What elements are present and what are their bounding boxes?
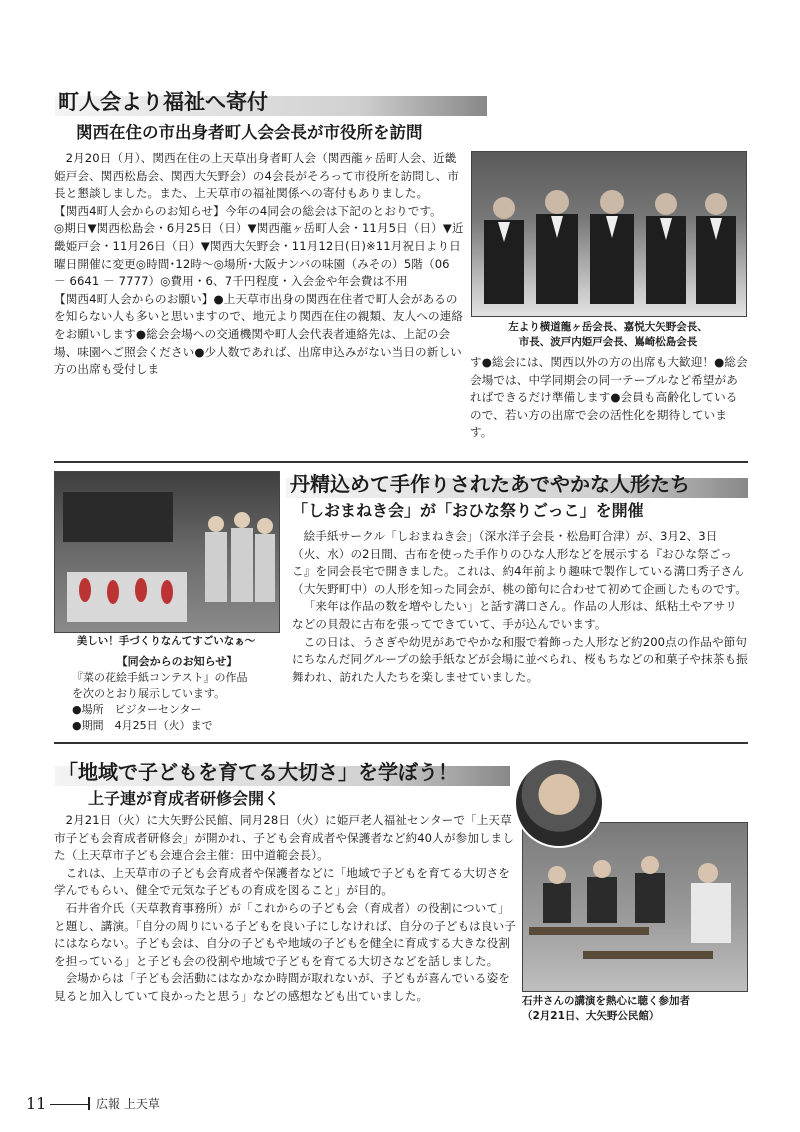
paragraph: 2月21日（火）に大矢野公民館、同月28日（火）に姫戸老人福祉センターで「上天草市子ども会育成者研修会」が開かれ、子ども会育成者や保護者など約40人が参加しました（上天草市子ども会連合会主催：田中道範会長）。 bbox=[54, 813, 515, 863]
paragraph: これは、上天草市の子ども会育成者や保護者などに「地域で子どもを育てる大切さを学んでもらい、健全で元気な子どもの育成を図ること」が目的。 bbox=[54, 865, 510, 898]
section3-body bbox=[54, 812, 520, 1006]
publication-name: 広報 上天草 bbox=[96, 1097, 160, 1111]
paragraph: 【関西4町人会からのお願い】●上天草市出身の関西在住者で町人会があるのを知らない人も多いと思いますので、地元より関西在住の親類、友人への連絡をお願いします●総会会場への交通機関や町人会代表者連絡先は、上記の会場、味園へご照会ください●少人数であれば、出席申込みがない当日の新しい方の出席も受付しま bbox=[54, 291, 464, 377]
section1-photo-caption bbox=[471, 320, 745, 350]
page-number: 11 bbox=[26, 1094, 47, 1113]
section1-title: 町人会より福祉へ寄付 bbox=[58, 89, 268, 114]
section3-title: 「地域で子どもを育てる大切さ」を学ぼう！ bbox=[58, 760, 458, 784]
paragraph: 【関西4町人会からのお知らせ】今年の4同会の総会は下記のとおりです。 bbox=[54, 203, 442, 218]
paragraph: この日は、うさぎや幼児があでやかな和服で着飾った人形など約200点の作品や節句にちなんだ同グループの絵手紙などが会場に並べられ、桜もちなどの和菓子や抹茶も振舞われ、訪れた人たちを楽しませていました。 bbox=[292, 634, 748, 684]
notice-line: を次のとおり展示しています。 bbox=[72, 687, 226, 700]
paragraph: 石井省介氏（天草教育事務所）が「これからの子ども会（育成者）の役割について」と題し、講演。「自分の周りにいる子どもを良い子にしなければ、自分の子どもは良い子にはならない。子ども会は、自分の子どもや地域の子どもを健全に育成する大きな役割を担っている」と子ども会の役割や地域で子どもを育てる大切さなどを話しました。 bbox=[54, 900, 516, 968]
speaker-portrait bbox=[514, 758, 604, 848]
section1-body bbox=[54, 150, 464, 379]
paragraph: ◎期日▼関西松島会・6月25日（日）▼関西龍ヶ岳町人会・11月5日（日）▼近畿姫戸会・11月26日（日）▼関西大矢野会・11月12日(日)※11月祝日より日曜日開催に変更◎時間･12時～◎場所･大阪ナンバの味園（みその）5階（06 － 6641 － 7777）◎費用・6、7千円程度・入会金や年会費は不用 bbox=[54, 221, 464, 289]
exhibition-scene bbox=[55, 472, 279, 632]
section2-body bbox=[292, 528, 748, 686]
dolls-exhibition-photo bbox=[54, 471, 280, 633]
caption-line: 左より横道龍ヶ岳会長、嘉悦大矢野会長、 bbox=[508, 321, 708, 333]
paragraph: 絵手紙サークル「しおまねき会」（深水洋子会長・松島町合津）が、3月2、3日（火、水）の2日間、古布を使った手作りのひな人形などを展示する『おひな祭ごっこ』を同会長宅で開きました。これは、約4年前より趣味で製作している溝口秀子さん（大矢野町中）の人形を知った同会が、桃の節句に合わせて初めて企画したものです。 bbox=[292, 529, 748, 596]
section3-photo-caption bbox=[522, 994, 748, 1024]
footer-rule-tick bbox=[88, 1097, 90, 1110]
people-silhouettes bbox=[472, 152, 746, 316]
caption-line: 石井さんの講演を熱心に聴く参加者 bbox=[522, 995, 690, 1007]
section2-subtitle: 「しおまねき会」が「おひな祭りごっこ」を開催 bbox=[292, 501, 644, 520]
section1-subtitle: 関西在住の市出身者町人会会長が市役所を訪問 bbox=[76, 123, 423, 142]
notice-line: ●期間 4月25日（火）まで bbox=[72, 719, 213, 732]
section2-photo-caption: 美しい！手づくりなんてすごいなぁ～ bbox=[76, 635, 256, 647]
paragraph: す●総会には、関西以外の方の出席も大歓迎！●総会会場では、中学同期会の同一テーブルなど希望があればできるだけ準備します●会員も高齢化しているので、若い方の出席で会の活性化を期待しています。 bbox=[470, 355, 748, 440]
section3-subtitle: 上子連が育成者研修会開く bbox=[88, 789, 281, 808]
notice-line: 『菜の花絵手紙コンテスト』の作品 bbox=[72, 671, 248, 684]
notice-line: ●場所 ビジターセンター bbox=[72, 703, 202, 716]
caption-line: 市長、波戸内姫戸会長、嶌崎松島会長 bbox=[518, 336, 698, 348]
section2-title: 丹精込めて手作りされたあでやかな人形たち bbox=[290, 472, 690, 496]
section1-right-text bbox=[470, 354, 748, 442]
paragraph: 会場からは「子ども会活動にはなかなか時間が取れないが、子どもが喜んでいる姿を見ると加入していて良かったと思う」などの感想なども出ていました。 bbox=[54, 971, 510, 1003]
caption-line: （2月21日、大矢野公民館） bbox=[522, 1010, 660, 1022]
notice-title: 【同会からのお知らせ】 bbox=[116, 655, 238, 668]
paragraph: 「来年は作品の数を増やしたい」と話す溝口さん。作品の人形は、紙粘土やアサリなどの貝殻に古布を張ってできていて、手が込んでいます。 bbox=[292, 599, 737, 631]
section-divider bbox=[54, 742, 748, 744]
section-divider bbox=[54, 461, 748, 463]
town-association-photo bbox=[471, 151, 747, 317]
section2-notice bbox=[72, 654, 282, 734]
seminar-scene bbox=[523, 823, 747, 991]
paragraph: 2月20日（月）、関西在住の上天草出身者町人会（関西龍ヶ岳町人会、近畿姫戸会、関西松島会、関西大矢野会）の4会長がそろって市役所を訪問し、市長と懇談しました。また、上天草市の福祉関係への寄付もありました。 bbox=[54, 151, 460, 201]
footer-rule bbox=[50, 1104, 88, 1105]
